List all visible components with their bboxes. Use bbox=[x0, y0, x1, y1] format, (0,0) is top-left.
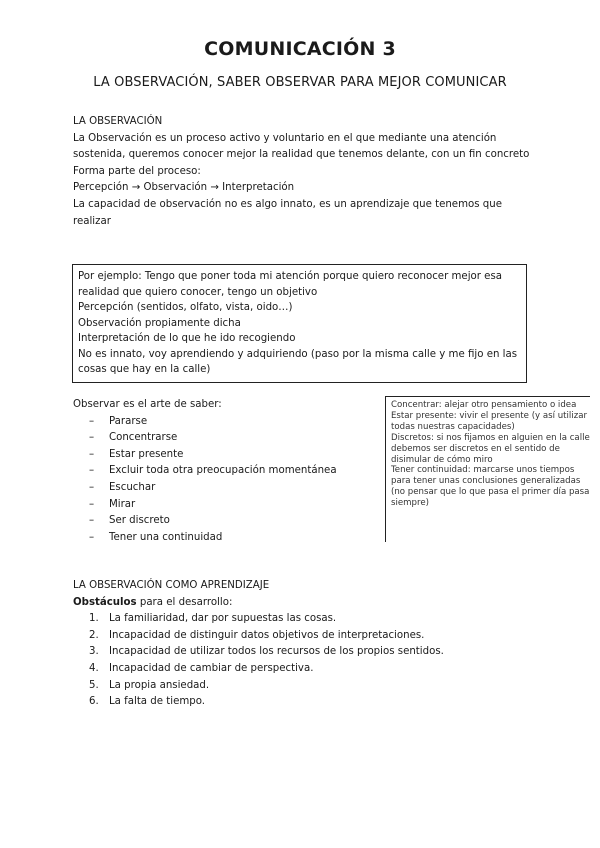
observar-list bbox=[73, 414, 373, 547]
side-note-line: Concentrar: alejar otro pensamiento o idea bbox=[391, 400, 577, 410]
side-note-box bbox=[385, 396, 590, 542]
obstacles-list bbox=[73, 611, 533, 711]
list-item: – Pararse bbox=[89, 415, 148, 427]
intro-definition: La Observación es un proceso activo y voluntario en el que mediante una atención sostenida, queremos conocer mejor la realidad que tenemos delante, con un fin concreto bbox=[73, 132, 530, 161]
example-line: Interpretación de lo que he ido recogiendo bbox=[78, 333, 296, 344]
list-item: 2. Incapacidad de distinguir datos objetivos de interpretaciones. bbox=[89, 629, 425, 641]
list-item: – Escuchar bbox=[89, 481, 156, 493]
intro-heading: LA OBSERVACIÓN bbox=[73, 116, 163, 127]
example-line: Percepción (sentidos, olfato, vista, oido…) bbox=[78, 302, 293, 313]
example-box bbox=[72, 264, 527, 383]
obstacles-line bbox=[73, 595, 533, 612]
learning-note: La capacidad de observación no es algo innato, es un aprendizaje que tenemos que realizar bbox=[73, 198, 502, 227]
list-item: – Tener una continuidad bbox=[89, 531, 223, 543]
aprendizaje-heading: LA OBSERVACIÓN COMO APRENDIZAJE bbox=[73, 580, 270, 591]
page-subtitle: LA OBSERVACIÓN, SABER OBSERVAR PARA MEJOR COMUNICAR bbox=[93, 75, 507, 90]
list-item: – Mirar bbox=[89, 498, 136, 510]
list-item: – Concentrarse bbox=[89, 432, 178, 444]
side-note-line: Estar presente: vivir el presente (y así utilizar todas nuestras capacidades) bbox=[391, 410, 588, 432]
observar-section bbox=[73, 397, 373, 546]
page-title: COMUNICACIÓN 3 bbox=[204, 38, 396, 60]
example-line: No es innato, voy aprendiendo y adquiriendo (paso por la misma calle y me fijo en las cosas que hay en la calle) bbox=[78, 348, 518, 375]
list-item: 6. La falta de tiempo. bbox=[89, 696, 206, 708]
process-flow: Percepción → Observación → Interpretación bbox=[73, 182, 295, 194]
list-item: – Ser discreto bbox=[89, 515, 170, 527]
list-item: 1. La familiaridad, dar por supuestas las cosas. bbox=[89, 613, 337, 625]
aprendizaje-section bbox=[73, 578, 533, 711]
intro-section bbox=[73, 114, 533, 230]
list-item: – Estar presente bbox=[89, 448, 184, 460]
observar-lead: Observar es el arte de saber: bbox=[73, 399, 222, 410]
obstacles-rest: para el desarrollo: bbox=[136, 596, 233, 608]
obstacles-bold: Obstáculos bbox=[73, 596, 137, 608]
side-note-line: Tener continuidad: marcarse unos tiempos para tener unas conclusiones generalizadas (no pensar que lo que pasa el primer día pasa siempre) bbox=[391, 465, 590, 509]
list-item: – Excluir toda otra preocupación momentánea bbox=[89, 465, 337, 477]
example-line: Observación propiamente dicha bbox=[78, 317, 241, 329]
example-line: Por ejemplo: Tengo que poner toda mi atención porque quiero reconocer mejor esa realidad que quiero conocer, tengo un objetivo bbox=[78, 271, 502, 298]
side-note-line: Discretos: si nos fijamos en alguien en la calle debemos ser discretos en el sentido de disimular de cómo miro bbox=[391, 432, 590, 465]
list-item: 4. Incapacidad de cambiar de perspectiva. bbox=[89, 662, 314, 674]
process-label: Forma parte del proceso: bbox=[73, 165, 201, 177]
list-item: 5. La propia ansiedad. bbox=[89, 679, 210, 691]
list-item: 3. Incapacidad de utilizar todos los recursos de los propios sentidos. bbox=[89, 646, 444, 658]
